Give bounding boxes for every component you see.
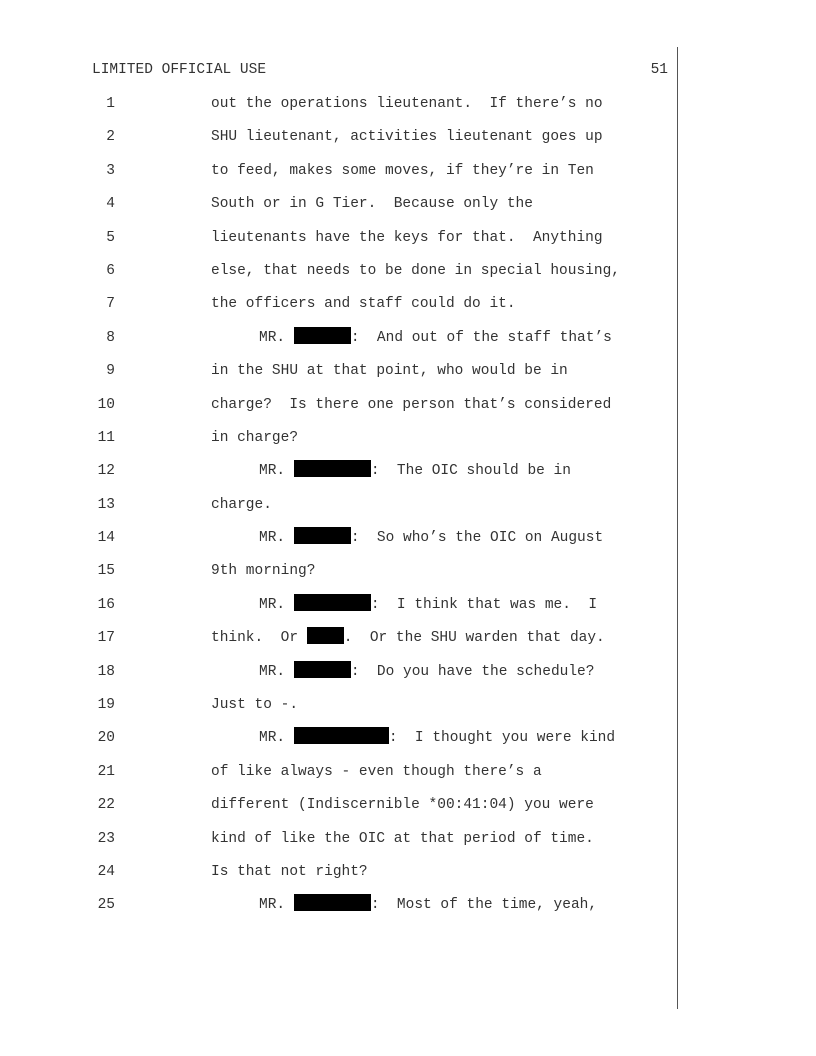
transcript-line [0,889,676,922]
line-text [259,656,594,689]
transcript-line [0,121,676,154]
transcript-line [0,389,676,422]
text-segment: different (Indiscernible *00:41:04) you were [211,797,594,814]
text-segment: : The OIC should be in [370,463,571,480]
text-segment: : And out of the staff that’s [350,329,612,346]
transcript-line [0,489,676,522]
line-text [211,188,533,221]
text-segment: lieutenants have the keys for that. Anything [211,229,603,246]
transcript-line [0,155,676,188]
text-segment: charge. [211,496,272,513]
line-number: 18 [97,663,115,680]
text-segment: 9th morning? [211,563,316,580]
line-number: 5 [106,229,115,246]
line-number: 19 [97,697,115,714]
transcript-line [0,222,676,255]
redaction-block [294,527,351,544]
line-text [259,889,597,922]
line-text [211,489,272,522]
text-segment: MR. [259,329,294,346]
line-number: 20 [97,730,115,747]
transcript-line [0,589,676,622]
line-text [211,789,594,822]
transcript-line [0,722,676,755]
transcript-line [0,255,676,288]
classification-label: LIMITED OFFICIAL USE [92,62,267,78]
line-text [259,455,571,488]
text-segment: : Do you have the schedule? [350,663,595,680]
text-segment: think. Or [211,630,307,647]
line-number: 13 [97,496,115,513]
redaction-block [294,661,351,678]
line-number: 10 [97,396,115,413]
redaction-block [307,627,344,644]
transcript-line [0,288,676,321]
line-text [211,856,368,889]
transcript-line [0,355,676,388]
line-number: 25 [97,897,115,914]
line-number: 2 [106,129,115,146]
transcript-line [0,88,676,121]
line-text [211,756,542,789]
line-text [211,288,516,321]
transcript-line [0,756,676,789]
line-number: 17 [97,630,115,647]
text-segment: MR. [259,463,294,480]
text-segment: South or in G Tier. Because only the [211,196,533,213]
page-header [92,58,668,82]
line-number: 1 [106,96,115,112]
text-segment: the officers and staff could do it. [211,296,516,313]
line-text [211,355,568,388]
redaction-block [294,327,351,344]
text-segment: to feed, makes some moves, if they’re in Ten [211,162,594,179]
line-number: 16 [97,596,115,613]
text-segment: MR. [259,897,294,914]
text-segment: of like always - even though there’s a [211,763,542,780]
text-segment: : I thought you were kind [388,730,616,747]
text-segment: MR. [259,730,294,747]
text-segment: MR. [259,596,294,613]
line-text [211,389,611,422]
redaction-block [294,594,371,611]
line-text [211,823,594,856]
line-number: 8 [106,329,115,346]
text-segment: Just to -. [211,697,299,714]
line-number: 23 [97,830,115,847]
redaction-block [294,894,371,911]
text-segment: in the SHU at that point, who would be in [211,363,568,380]
redaction-block [294,460,371,477]
transcript-line [0,622,676,655]
text-segment: in charge? [211,429,299,446]
transcript-line [0,188,676,221]
transcript-line [0,522,676,555]
transcript-line [0,422,676,455]
transcript-line [0,689,676,722]
text-segment: . Or the SHU warden that day. [343,630,605,647]
transcript-line [0,455,676,488]
line-number: 22 [97,797,115,814]
line-text [211,88,603,121]
text-segment: kind of like the OIC at that period of time. [211,830,594,847]
transcript-lines [0,88,676,923]
text-segment: charge? Is there one person that’s considered [211,396,612,413]
line-text [211,622,605,655]
line-text [259,722,615,755]
margin-rule [677,47,678,1009]
line-text [211,155,594,188]
text-segment: Is that not right? [211,863,368,880]
transcript-line [0,322,676,355]
line-number: 3 [106,162,115,179]
line-number: 9 [106,363,115,380]
transcript-line [0,555,676,588]
transcript-line [0,656,676,689]
text-segment: SHU lieutenant, activities lieutenant goes up [211,129,603,146]
text-segment: : I think that was me. I [370,596,598,613]
text-segment: MR. [259,530,294,547]
line-number: 6 [106,262,115,279]
transcript-line [0,789,676,822]
text-segment: : Most of the time, yeah, [370,897,598,914]
line-text [259,589,597,622]
line-text [211,121,603,154]
line-number: 14 [97,530,115,547]
line-number: 24 [97,863,115,880]
page-number: 51 [650,62,668,78]
line-number: 21 [97,763,115,780]
line-text [259,522,603,555]
line-text [259,322,612,355]
line-text [211,222,603,255]
redaction-block [294,727,389,744]
text-segment: else, that needs to be done in special housing, [211,262,620,279]
line-text [211,689,298,722]
line-number: 12 [97,463,115,480]
line-text [211,555,315,588]
line-number: 15 [97,563,115,580]
transcript-line [0,823,676,856]
line-number: 11 [97,429,115,446]
line-number: 4 [106,196,115,213]
text-segment: out the operations lieutenant. If there’s no [211,96,603,112]
line-text [211,255,620,288]
text-segment: : So who’s the OIC on August [350,530,604,547]
line-number: 7 [106,296,115,313]
text-segment: MR. [259,663,294,680]
transcript-line [0,856,676,889]
line-text [211,422,298,455]
